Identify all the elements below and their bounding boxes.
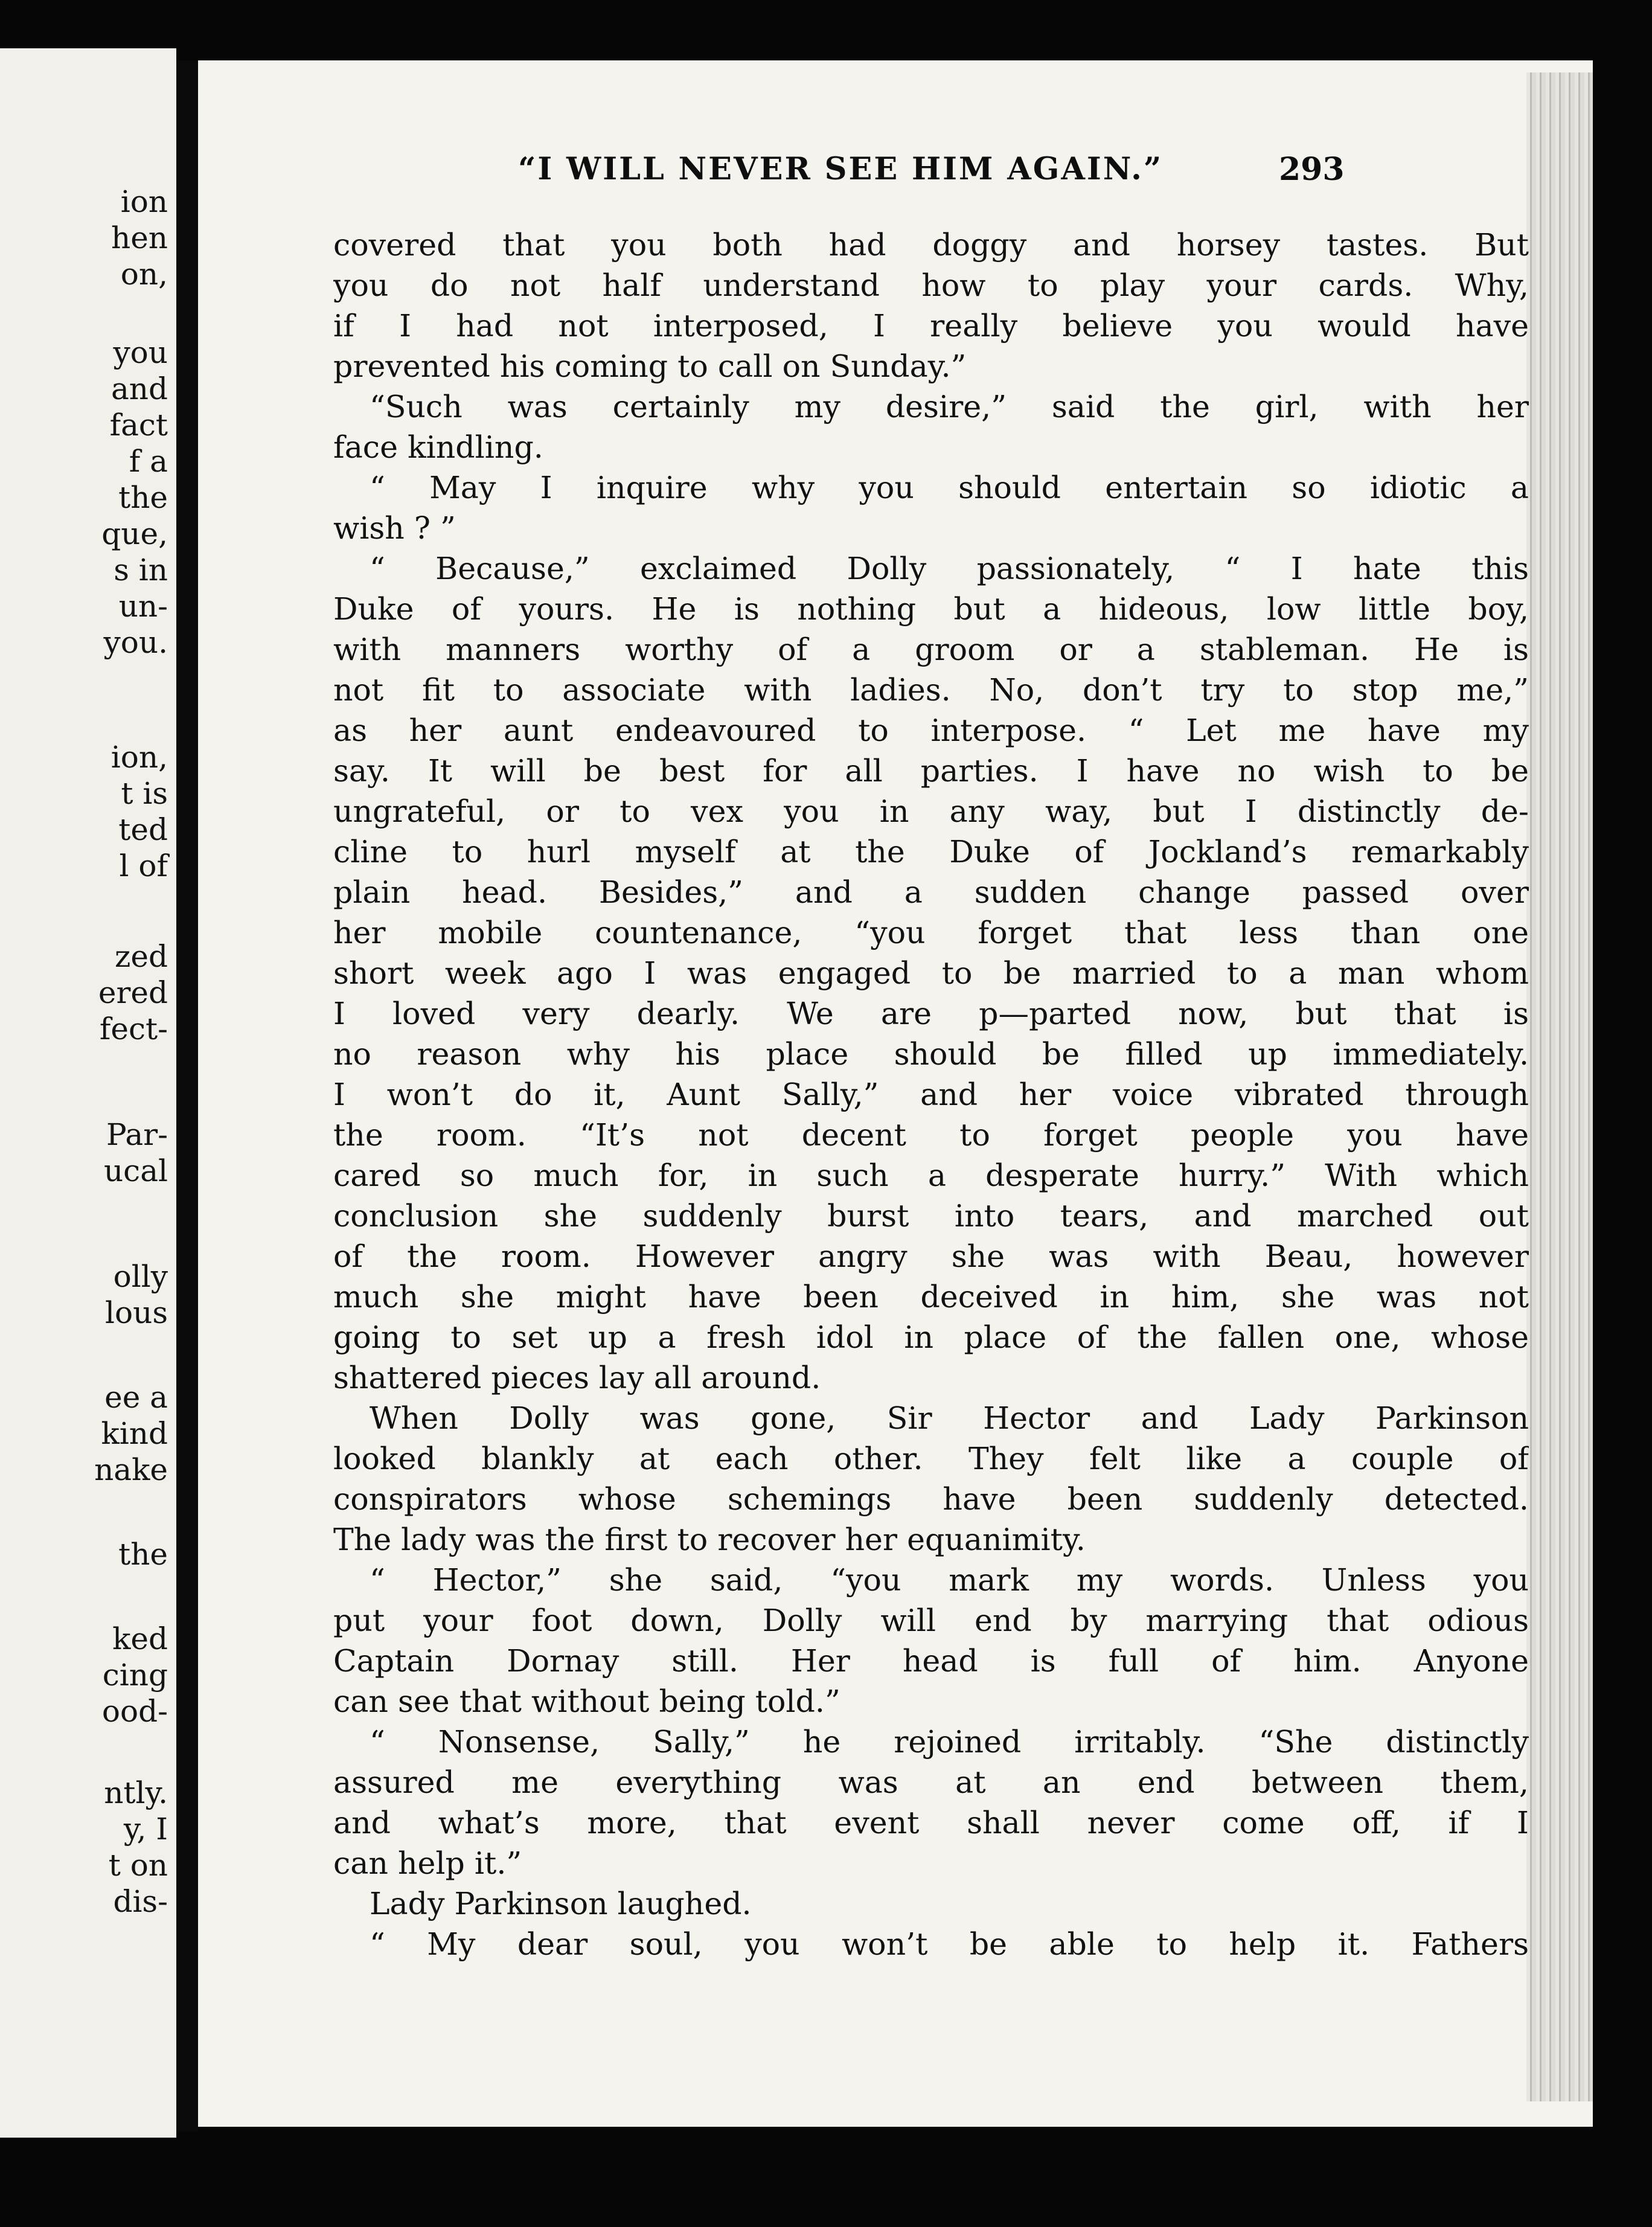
text-line: prevented his coming to call on Sunday.”	[333, 348, 967, 384]
text-line: When Dolly was gone, Sir Hector and Lady Parkinson	[370, 1400, 1529, 1436]
previous-page-fragment: ked	[112, 1621, 168, 1656]
text-line: short week ago I was engaged to be married to a man whom	[333, 955, 1529, 991]
current-page	[198, 60, 1593, 2127]
text-line: if I had not interposed, I really believe you would have	[333, 308, 1529, 344]
previous-page-fragment: cing	[102, 1658, 168, 1693]
previous-page-fragment: ucal	[103, 1153, 168, 1188]
page-edges	[1526, 72, 1593, 2101]
previous-page-fragment: and	[110, 371, 168, 406]
text-line: face kindling.	[333, 429, 543, 465]
text-line: “ May I inquire why you should entertain so idiotic a	[370, 470, 1529, 505]
previous-page-fragment: t is	[121, 776, 168, 811]
previous-page-fragment: dis-	[113, 1884, 168, 1919]
previous-page-fragment: fect-	[99, 1011, 168, 1046]
text-line: “ Nonsense, Sally,” he rejoined irritably. “She distinctly	[370, 1724, 1529, 1760]
text-line: covered that you both had doggy and horsey tastes. But	[333, 227, 1529, 263]
text-line: conspirators whose schemings have been suddenly detected.	[333, 1481, 1529, 1517]
text-line: wish ? ”	[333, 510, 456, 546]
previous-page-fragment: ted	[118, 812, 168, 847]
previous-page-fragment: que,	[101, 516, 168, 551]
previous-page-fragment: ion,	[110, 740, 168, 775]
text-line: ungrateful, or to vex you in any way, but I distinctly de-	[333, 793, 1529, 829]
previous-page-fragment: l of	[119, 848, 168, 883]
previous-page-fragment: the	[118, 1537, 168, 1572]
text-line: assured me everything was at an end between them,	[333, 1764, 1529, 1800]
text-line: put your foot down, Dolly will end by marrying that odious	[333, 1603, 1529, 1638]
text-line: Lady Parkinson laughed.	[370, 1886, 752, 1921]
book-gutter	[176, 60, 198, 2132]
previous-page-fragment: ered	[98, 975, 168, 1010]
text-line: the room. “It’s not decent to forget people you have	[333, 1117, 1529, 1153]
text-line: looked blankly at each other. They felt like a couple of	[333, 1441, 1529, 1476]
text-line: cline to hurl myself at the Duke of Jockland’s remarkably	[333, 834, 1529, 870]
text-line: of the room. However angry she was with Beau, however	[333, 1238, 1529, 1274]
text-line: say. It will be best for all parties. I have no wish to be	[333, 753, 1529, 789]
previous-page-fragment: on,	[120, 257, 168, 292]
previous-page-fragment: kind	[101, 1416, 168, 1451]
previous-page-fragment: you	[113, 335, 168, 370]
previous-page-sliver	[0, 48, 176, 2138]
text-line: I won’t do it, Aunt Sally,” and her voice vibrated through	[333, 1077, 1529, 1112]
previous-page-fragment: the	[118, 480, 168, 515]
text-line: “ Because,” exclaimed Dolly passionately, “ I hate this	[370, 551, 1529, 586]
previous-page-fragment: fact	[109, 408, 168, 443]
previous-page-fragment: ee a	[104, 1380, 168, 1415]
previous-page-fragment: s in	[114, 553, 168, 588]
previous-page-fragment: ion	[120, 184, 168, 219]
text-line: with manners worthy of a groom or a stableman. He is	[333, 632, 1529, 667]
text-line: Duke of yours. He is nothing but a hideous, low little boy,	[333, 591, 1529, 627]
previous-page-fragment: t on	[108, 1848, 168, 1883]
text-line: plain head. Besides,” and a sudden change passed over	[333, 874, 1529, 910]
text-line: no reason why his place should be filled up immediately.	[333, 1036, 1529, 1072]
text-line: her mobile countenance, “you forget that less than one	[333, 915, 1529, 950]
text-line: The lady was the first to recover her equanimity.	[333, 1522, 1086, 1557]
text-line: I loved very dearly. We are p—parted now, but that is	[333, 996, 1529, 1031]
page-number: 293	[1279, 151, 1345, 188]
previous-page-fragment: olly	[113, 1259, 168, 1294]
text-line: going to set up a fresh idol in place of the fallen one, whose	[333, 1319, 1529, 1355]
previous-page-fragment: f a	[129, 444, 168, 479]
previous-page-fragment: zed	[115, 939, 168, 974]
previous-page-fragment: you.	[103, 625, 168, 660]
text-line: “ Hector,” she said, “you mark my words. Unless you	[370, 1562, 1529, 1598]
previous-page-fragment: ntly.	[104, 1775, 168, 1810]
text-line: can help it.”	[333, 1845, 522, 1881]
text-line: you do not half understand how to play your cards. Why,	[333, 268, 1529, 303]
previous-page-fragment: ood-	[101, 1694, 168, 1729]
previous-page-fragment: y, I	[123, 1812, 168, 1847]
text-line: as her aunt endeavoured to interpose. “ Let me have my	[333, 713, 1529, 748]
text-line: cared so much for, in such a desperate hurry.” With which	[333, 1158, 1529, 1193]
running-head	[198, 151, 1545, 199]
text-line: “Such was certainly my desire,” said the girl, with her	[370, 389, 1529, 425]
previous-page-fragment: nake	[94, 1452, 168, 1487]
body-text	[333, 225, 1529, 1964]
previous-page-fragment: hen	[111, 220, 168, 255]
text-line: and what’s more, that event shall never come off, if I	[333, 1805, 1529, 1841]
previous-page-fragment: Par-	[106, 1117, 168, 1152]
text-line: conclusion she suddenly burst into tears, and marched out	[333, 1198, 1529, 1234]
running-title: “I WILL NEVER SEE HIM AGAIN.”	[518, 151, 1164, 187]
previous-page-fragment: lous	[105, 1295, 168, 1330]
text-line: much she might have been deceived in him, she was not	[333, 1279, 1529, 1315]
text-line: not fit to associate with ladies. No, don’t try to stop me,”	[333, 672, 1529, 708]
text-line: “ My dear soul, you won’t be able to help it. Fathers	[370, 1926, 1529, 1962]
text-line: shattered pieces lay all around.	[333, 1360, 821, 1395]
text-line: can see that without being told.”	[333, 1684, 840, 1719]
previous-page-fragment: un-	[118, 589, 168, 624]
text-line: Captain Dornay still. Her head is full of him. Anyone	[333, 1643, 1529, 1679]
